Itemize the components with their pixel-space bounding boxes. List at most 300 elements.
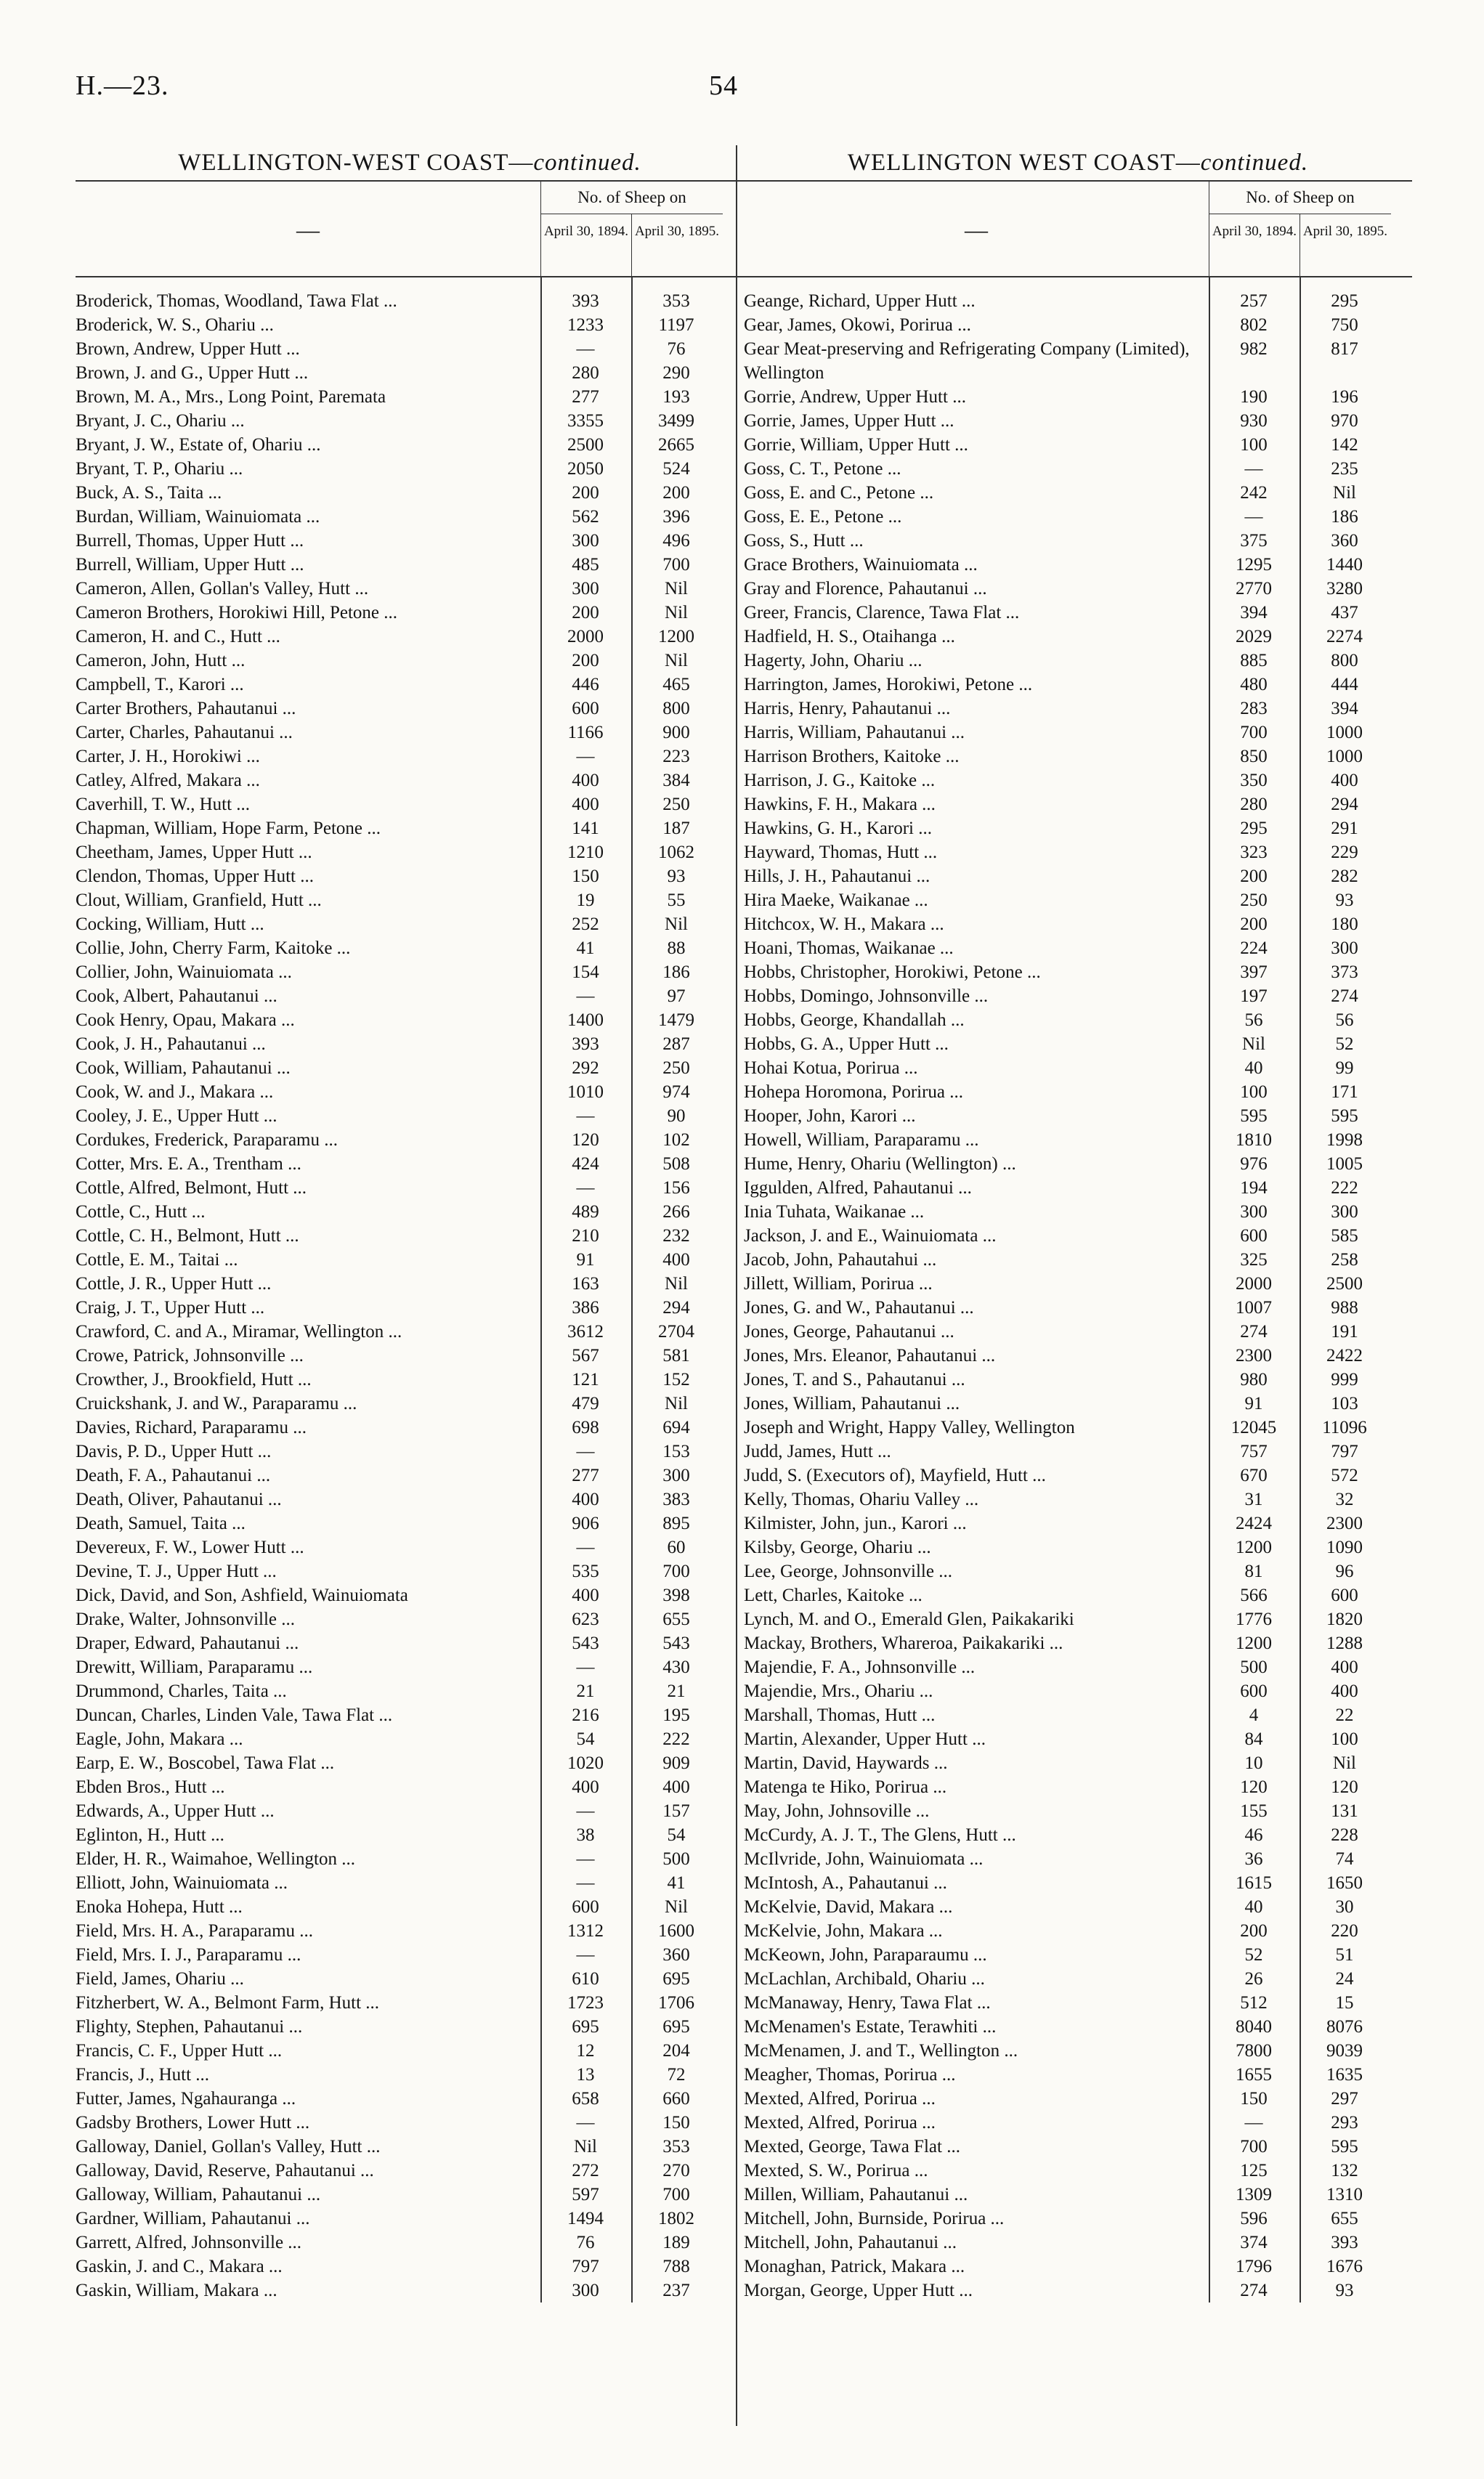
sheep-1894: —	[1244, 507, 1263, 527]
sheep-1894: 1233	[567, 315, 604, 335]
sheep-1895: 196	[1331, 387, 1358, 407]
table-row	[76, 1368, 744, 1392]
sheep-1895: 900	[662, 723, 690, 742]
sheep-1895: 150	[662, 2113, 690, 2133]
sheep-1894: 150	[572, 867, 599, 886]
sheep-1895: 1820	[1326, 1610, 1363, 1629]
sheep-1894: 1776	[1236, 1610, 1272, 1629]
table-row	[76, 1871, 744, 1895]
owner-name: Cameron, H. and C., Hutt ...	[76, 627, 280, 646]
sheep-1895: 2274	[1326, 627, 1363, 646]
sheep-1895: 373	[1331, 962, 1358, 982]
owner-name: Elder, H. R., Waimahoe, Wellington ...	[76, 1849, 355, 1869]
owner-name: Bryant, J. C., Ohariu ...	[76, 411, 245, 431]
sheep-1895: 291	[1331, 819, 1358, 838]
table-row	[744, 1152, 1412, 1176]
sheep-1895: 800	[662, 699, 690, 718]
table-row	[76, 625, 744, 649]
sheep-1894: 535	[572, 1562, 599, 1581]
sheep-1894: 10	[1244, 1753, 1263, 1773]
sheep-1895: Nil	[665, 603, 688, 622]
sheep-1894: 12	[576, 2041, 595, 2061]
owner-name: Hills, J. H., Pahautanui ...	[744, 867, 930, 886]
table-row	[744, 1679, 1412, 1703]
owner-name: Bryant, J. W., Estate of, Ohariu ...	[76, 435, 321, 455]
table-row	[76, 433, 744, 457]
sheep-1894: 1020	[567, 1753, 604, 1773]
owner-name: McMenamen, J. and T., Wellington ...	[744, 2041, 1018, 2061]
table-row	[76, 1200, 744, 1224]
table-row	[744, 601, 1412, 625]
table-row	[76, 409, 744, 433]
sheep-1895: 93	[1335, 890, 1354, 910]
table-row	[76, 984, 744, 1008]
owner-name: Cook, J. H., Pahautanui ...	[76, 1034, 266, 1054]
owner-name: Kilsby, George, Ohariu ...	[744, 1538, 931, 1557]
sheep-1895: 383	[662, 1490, 690, 1509]
owner-name: Drummond, Charles, Taita ...	[76, 1681, 287, 1701]
sheep-1895: 1479	[658, 1010, 694, 1030]
sheep-1894: 543	[572, 1634, 599, 1653]
owner-name: Mexted, George, Tawa Flat ...	[744, 2137, 960, 2157]
owner-name: Burdan, William, Wainuiomata ...	[76, 507, 320, 527]
table-row	[744, 1775, 1412, 1799]
sheep-1895: 32	[1335, 1490, 1354, 1509]
owner-name: Galloway, William, Pahautanui ...	[76, 2185, 321, 2204]
sheep-1894: 54	[576, 1729, 595, 1749]
sheep-1894: 600	[1240, 1681, 1268, 1701]
sheep-1894: 489	[572, 1202, 599, 1222]
table-row	[744, 433, 1412, 457]
table-row	[744, 1272, 1412, 1296]
sheep-1895: 360	[1331, 531, 1358, 551]
sheep-1895: 2665	[658, 435, 694, 455]
sheep-1894: 976	[1240, 1154, 1268, 1174]
sheep-1894: 194	[1240, 1178, 1268, 1198]
owner-name: Millen, William, Pahautanui ...	[744, 2185, 968, 2204]
sheep-1894: 274	[1240, 2281, 1268, 2300]
owner-name: Carter, Charles, Pahautanui ...	[76, 723, 293, 742]
sheep-1895: 250	[662, 1058, 690, 1078]
sheep-1895: 235	[1331, 459, 1358, 479]
sheep-1894: 200	[1240, 867, 1268, 886]
sheep-1894: 38	[576, 1825, 595, 1845]
sheep-1894: 252	[572, 914, 599, 934]
sheep-1895: 655	[1331, 2209, 1358, 2228]
sheep-1895: 294	[662, 1298, 690, 1318]
table-row	[744, 529, 1412, 553]
table-row	[76, 1224, 744, 1248]
sheep-1894: Nil	[1242, 1034, 1265, 1054]
sheep-1894: —	[1244, 459, 1263, 479]
sheep-1894: 670	[1240, 1466, 1268, 1485]
owner-name: Crowe, Patrick, Johnsonville ...	[76, 1346, 304, 1366]
sheep-1895: 1706	[658, 1993, 694, 2013]
sheep-1894: 658	[572, 2089, 599, 2109]
owner-name: Howell, William, Paraparamu ...	[744, 1130, 979, 1150]
sheep-1895: 788	[662, 2257, 690, 2276]
owner-name: McLachlan, Archibald, Ohariu ...	[744, 1969, 985, 1989]
sheep-1894: 100	[1240, 1082, 1268, 1102]
sheep-1894: 292	[572, 1058, 599, 1078]
sheep-1895: 93	[667, 867, 686, 886]
owner-name: Hawkins, G. H., Karori ...	[744, 819, 932, 838]
sheep-1895: 1000	[1326, 747, 1363, 766]
table-row	[744, 1631, 1412, 1655]
sheep-1894: 323	[1240, 843, 1268, 862]
right-column	[744, 145, 1412, 2302]
sheep-1894: —	[576, 1442, 595, 1461]
owner-name: Mitchell, John, Pahautanui ...	[744, 2233, 957, 2252]
table-row	[76, 816, 744, 840]
table-row	[744, 1823, 1412, 1847]
sheep-1895: 3499	[658, 411, 694, 431]
owner-name: Majendie, Mrs., Ohariu ...	[744, 1681, 933, 1701]
owner-name: Eagle, John, Makara ...	[76, 1729, 243, 1749]
sheep-1894: 91	[1244, 1394, 1263, 1413]
table-row	[744, 1248, 1412, 1272]
table-row	[744, 2207, 1412, 2231]
owner-name: Brown, Andrew, Upper Hutt ...	[76, 339, 300, 359]
sheep-1894: 31	[1244, 1490, 1263, 1509]
owner-name: Gadsby Brothers, Lower Hutt ...	[76, 2113, 310, 2133]
table-row	[744, 1176, 1412, 1200]
table-row	[76, 1559, 744, 1583]
table-row	[76, 1488, 744, 1512]
sheep-1894: 163	[572, 1274, 599, 1294]
sheep-1894: 610	[572, 1969, 599, 1989]
owner-name: Goss, E. and C., Petone ...	[744, 483, 934, 503]
table-header	[744, 180, 1412, 277]
owner-name: Hobbs, George, Khandallah ...	[744, 1010, 965, 1030]
owner-name: May, John, Johnsoville ...	[744, 1801, 930, 1821]
sheep-1894: 1312	[567, 1921, 604, 1941]
table-row	[744, 1607, 1412, 1631]
table-row	[744, 1056, 1412, 1080]
owner-name: Cottle, C. H., Belmont, Hutt ...	[76, 1226, 299, 1246]
sheep-1895: 152	[662, 1370, 690, 1389]
owner-name: Earp, E. W., Boscobel, Tawa Flat ...	[76, 1753, 335, 1773]
sheep-1895: 1005	[1326, 1154, 1363, 1174]
table-row	[76, 2279, 744, 2302]
owner-name: Goss, E. E., Petone ...	[744, 507, 902, 527]
page-header	[76, 70, 1412, 116]
sheep-1895: 396	[662, 507, 690, 527]
table-row	[744, 1032, 1412, 1056]
table-row	[76, 912, 744, 936]
table-row	[744, 1847, 1412, 1871]
table-row	[744, 2135, 1412, 2159]
sheep-1894: 2050	[567, 459, 604, 479]
sheep-1895: 30	[1335, 1897, 1354, 1917]
sheep-1895: 189	[662, 2233, 690, 2252]
owner-name: Goss, S., Hutt ...	[744, 531, 864, 551]
sheep-1894: 930	[1240, 411, 1268, 431]
owner-name: Gorrie, James, Upper Hutt ...	[744, 411, 954, 431]
sheep-1894: 125	[1240, 2161, 1268, 2180]
sheep-1894: Nil	[574, 2137, 597, 2157]
table-row	[744, 289, 1412, 313]
table-row	[744, 888, 1412, 912]
owner-name: Campbell, T., Karori ...	[76, 675, 244, 694]
sheep-1895: 294	[1331, 795, 1358, 814]
table-row	[744, 1200, 1412, 1224]
sheep-1895: 496	[662, 531, 690, 551]
owner-name: Carter, J. H., Horokiwi ...	[76, 747, 260, 766]
table-row	[744, 1368, 1412, 1392]
owner-name: Lee, George, Johnsonville ...	[744, 1562, 952, 1581]
table-row	[76, 1416, 744, 1440]
sheep-1894: 980	[1240, 1370, 1268, 1389]
sheep-1895: 1802	[658, 2209, 694, 2228]
owner-name: Goss, C. T., Petone ...	[744, 459, 901, 479]
owner-name: Majendie, F. A., Johnsonville ...	[744, 1658, 976, 1677]
owner-name: Ebden Bros., Hutt ...	[76, 1777, 225, 1797]
sheep-1894: 885	[1240, 651, 1268, 670]
sheep-1895: 1062	[658, 843, 694, 862]
table-row	[76, 2231, 744, 2255]
owner-name: Garrett, Alfred, Johnsonville ...	[76, 2233, 302, 2252]
sheep-1895: 655	[662, 1610, 690, 1629]
table-row	[76, 1967, 744, 1991]
sheep-1895: 222	[662, 1729, 690, 1749]
sheep-1894: —	[576, 1849, 595, 1869]
table-row	[76, 697, 744, 721]
sheep-1895: 750	[1331, 315, 1358, 335]
owner-name: Field, Mrs. H. A., Paraparamu ...	[76, 1921, 314, 1941]
table-row	[76, 1919, 744, 1943]
owner-name: Fitzherbert, W. A., Belmont Farm, Hutt ...	[76, 1993, 380, 2013]
sheep-1895: 195	[662, 1705, 690, 1725]
sheep-1894: 596	[1240, 2209, 1268, 2228]
sheep-1895: 695	[662, 2017, 690, 2037]
sheep-1895: Nil	[665, 914, 688, 934]
sheep-1895: 287	[662, 1034, 690, 1054]
owner-name: Death, Samuel, Taita ...	[76, 1514, 246, 1533]
sheep-1895: Nil	[665, 651, 688, 670]
sheep-1895: 120	[1331, 1777, 1358, 1797]
sheep-1894: 120	[572, 1130, 599, 1150]
sheep-1895: 384	[662, 771, 690, 790]
sheep-1894: —	[576, 1178, 595, 1198]
sheep-1894: 56	[1244, 1010, 1263, 1030]
table-row	[744, 2111, 1412, 2135]
table-row	[76, 361, 744, 385]
sheep-1894: 2300	[1236, 1346, 1272, 1366]
sheep-1894: 272	[572, 2161, 599, 2180]
owner-name: Mitchell, John, Burnside, Porirua ...	[744, 2209, 1005, 2228]
sheep-1894: 1309	[1236, 2185, 1272, 2204]
sheep-1895: 2500	[1326, 1274, 1363, 1294]
sheep-1895: 22	[1335, 1705, 1354, 1725]
table-row	[76, 721, 744, 744]
sheep-1894: 802	[1240, 315, 1268, 335]
sheep-1895: 543	[662, 1634, 690, 1653]
sheep-1895: 187	[662, 819, 690, 838]
sheep-1894: 1166	[567, 723, 604, 742]
sheep-1895: 500	[662, 1849, 690, 1869]
sheep-1895: 300	[1331, 1202, 1358, 1222]
owner-name: Meagher, Thomas, Porirua ...	[744, 2065, 956, 2085]
table-row	[744, 1895, 1412, 1919]
owner-name: Chapman, William, Hope Farm, Petone ...	[76, 819, 381, 838]
sheep-1894: 700	[1240, 723, 1268, 742]
owner-name: McIlvride, John, Wainuiomata ...	[744, 1849, 984, 1869]
sheep-1894: 623	[572, 1610, 599, 1629]
sheep-1895: 572	[1331, 1466, 1358, 1485]
table-row	[76, 2063, 744, 2087]
sheep-1895: 600	[1331, 1586, 1358, 1605]
table-row	[76, 2039, 744, 2063]
sheep-1895: 430	[662, 1658, 690, 1677]
owner-name: Draper, Edward, Pahautanui ...	[76, 1634, 299, 1653]
sheep-1894: 393	[572, 291, 599, 311]
sheep-1894: 757	[1240, 1442, 1268, 1461]
owner-name: Jones, G. and W., Pahautanui ...	[744, 1298, 974, 1318]
sheep-1894: 797	[572, 2257, 599, 2276]
owner-name: Galloway, David, Reserve, Pahautanui ...	[76, 2161, 374, 2180]
table-row	[744, 816, 1412, 840]
sheep-1895: 204	[662, 2041, 690, 2061]
table-row	[744, 1871, 1412, 1895]
sheep-1895: 398	[662, 1586, 690, 1605]
owner-name: Cottle, Alfred, Belmont, Hutt ...	[76, 1178, 307, 1198]
owner-name: McCurdy, A. J. T., The Glens, Hutt ...	[744, 1825, 1016, 1845]
table-row	[76, 2255, 744, 2279]
sheep-1895: 222	[1331, 1178, 1358, 1198]
sheep-1895: 9039	[1326, 2041, 1363, 2061]
sheep-1895: 300	[1331, 938, 1358, 958]
table-row	[76, 1943, 744, 1967]
sheep-1894: 154	[572, 962, 599, 982]
table-row	[744, 2087, 1412, 2111]
owner-name: Matenga te Hiko, Porirua ...	[744, 1777, 947, 1797]
owner-name: Kilmister, John, jun., Karori ...	[744, 1514, 967, 1533]
table-row	[76, 1056, 744, 1080]
table-row	[76, 888, 744, 912]
sheep-1894: 597	[572, 2185, 599, 2204]
table-row	[76, 385, 744, 409]
owner-name: McKelvie, John, Makara ...	[744, 1921, 943, 1941]
owner-name: Cameron, John, Hutt ...	[76, 651, 246, 670]
owner-name: Burrell, Thomas, Upper Hutt ...	[76, 531, 304, 551]
sheep-1895: 54	[667, 1825, 686, 1845]
sheep-1895: 660	[662, 2089, 690, 2109]
sheep-1895: 88	[667, 938, 686, 958]
section-title: WELLINGTON WEST COAST—continued.	[847, 150, 1309, 176]
sheep-1895: 1635	[1326, 2065, 1363, 2085]
sheep-1894: 300	[572, 2281, 599, 2300]
owner-name: Judd, S. (Executors of), Mayfield, Hutt ...	[744, 1466, 1046, 1485]
sheep-1894: 567	[572, 1346, 599, 1366]
owner-name: Kelly, Thomas, Ohariu Valley ...	[744, 1490, 979, 1509]
table-row	[744, 409, 1412, 433]
sheep-1894: —	[576, 1873, 595, 1893]
table-row	[744, 2063, 1412, 2087]
sheep-1895: 694	[662, 1418, 690, 1437]
sheep-1894: 485	[572, 555, 599, 575]
sheep-1894: 257	[1240, 291, 1268, 311]
sheep-1894: 982	[1240, 339, 1268, 359]
table-row	[76, 768, 744, 792]
sheep-1894: 2029	[1236, 627, 1272, 646]
sheep-1895: 1600	[658, 1921, 694, 1941]
table-row	[76, 744, 744, 768]
owner-name: Duncan, Charles, Linden Vale, Tawa Flat ...	[76, 1705, 393, 1725]
table-row	[76, 601, 744, 625]
owner-name: Gorrie, Andrew, Upper Hutt ...	[744, 387, 966, 407]
owner-name: Crawford, C. and A., Miramar, Wellington ...	[76, 1322, 402, 1342]
sheep-1895: 60	[667, 1538, 686, 1557]
sheep-1895: 1288	[1326, 1634, 1363, 1653]
owner-name: Cruickshank, J. and W., Paraparamu ...	[76, 1394, 357, 1413]
owner-name: Clout, William, Granfield, Hutt ...	[76, 890, 322, 910]
sheep-1894: 400	[572, 1586, 599, 1605]
sheep-1895: 394	[1331, 699, 1358, 718]
sheep-1895: 52	[1335, 1034, 1354, 1054]
sheep-1895: Nil	[665, 1394, 688, 1413]
sheep-1895: 228	[1331, 1825, 1358, 1845]
table-row	[744, 1727, 1412, 1751]
sheep-1895: 103	[1331, 1394, 1358, 1413]
owner-name: Cook Henry, Opau, Makara ...	[76, 1010, 295, 1030]
sheep-1895: 581	[662, 1346, 690, 1366]
owner-name: Harrison, J. G., Kaitoke ...	[744, 771, 936, 790]
table-row	[744, 1535, 1412, 1559]
sheep-1895: 400	[1331, 1681, 1358, 1701]
sheep-1895: 74	[1335, 1849, 1354, 1869]
sheep-1895: 353	[662, 291, 690, 311]
sheep-1894: 46	[1244, 1825, 1263, 1845]
sheep-1895: 999	[1331, 1370, 1358, 1389]
sheep-1894: 695	[572, 2017, 599, 2037]
sheep-1895: 700	[662, 555, 690, 575]
table-row	[744, 1512, 1412, 1535]
sheep-1895: 132	[1331, 2161, 1358, 2180]
sheep-1894: 295	[1240, 819, 1268, 838]
sheep-1894: 283	[1240, 699, 1268, 718]
sheep-1894: 400	[572, 771, 599, 790]
sheep-1894: 700	[1240, 2137, 1268, 2157]
sheep-1895: 282	[1331, 867, 1358, 886]
sheep-1894: 1655	[1236, 2065, 1272, 2085]
sheep-1894: 21	[576, 1681, 595, 1701]
owner-name: Cameron Brothers, Horokiwi Hill, Petone ...	[76, 603, 397, 622]
owner-name: Morgan, George, Upper Hutt ...	[744, 2281, 973, 2300]
sheep-1894: —	[576, 1106, 595, 1126]
table-row	[76, 1272, 744, 1296]
owner-name: McKelvie, David, Makara ...	[744, 1897, 953, 1917]
owner-name: Field, James, Ohariu ...	[76, 1969, 244, 1989]
owner-name: Martin, Alexander, Upper Hutt ...	[744, 1729, 986, 1749]
owner-name: Gaskin, William, Makara ...	[76, 2281, 277, 2300]
owner-name: Harrison Brothers, Kaitoke ...	[744, 747, 960, 766]
sheep-1895: Nil	[665, 579, 688, 599]
table-body	[744, 289, 1412, 2302]
table-row	[76, 481, 744, 505]
owner-name: Bryant, T. P., Ohariu ...	[76, 459, 243, 479]
sheep-1895: 258	[1331, 1250, 1358, 1270]
sheep-1894: 150	[1240, 2089, 1268, 2109]
table-row	[76, 1032, 744, 1056]
table-row	[76, 553, 744, 577]
owner-name: Hayward, Thomas, Hutt ...	[744, 843, 938, 862]
owner-name: Greer, Francis, Clarence, Tawa Flat ...	[744, 603, 1020, 622]
table-row	[76, 864, 744, 888]
sheep-1894: 600	[572, 1897, 599, 1917]
owner-name: Martin, David, Haywards ...	[744, 1753, 948, 1773]
table-row	[76, 1296, 744, 1320]
